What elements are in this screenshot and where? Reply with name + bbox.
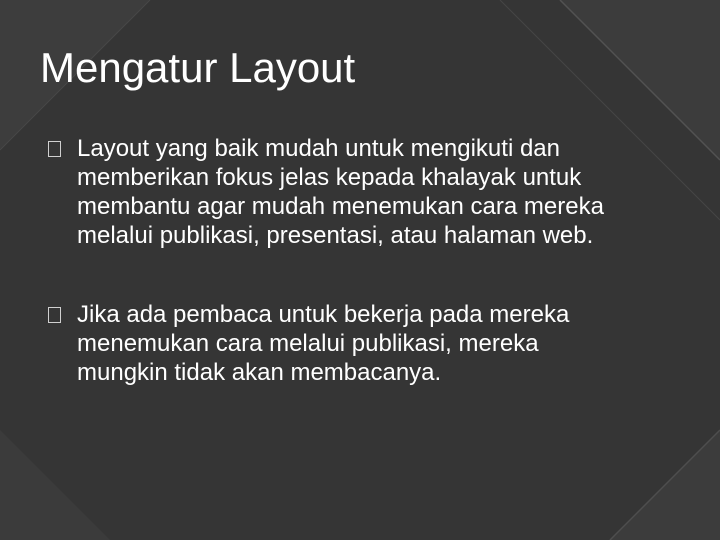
bullet-text: Layout yang baik mudah untuk mengikuti dan memberikan fokus jelas kepada khalayak untuk membantu agar mudah menemukan cara mereka melalui publikasi, presentasi, atau halaman web. bbox=[77, 135, 604, 249]
square-bullet-icon bbox=[48, 141, 61, 157]
bullet-item bbox=[48, 300, 628, 387]
bullet-text: Jika ada pembaca untuk bekerja pada mereka menemukan cara melalui publikasi, mereka mungkin tidak akan membacanya. bbox=[77, 301, 570, 386]
square-bullet-icon bbox=[48, 307, 61, 323]
slide-title: Mengatur Layout bbox=[40, 44, 356, 91]
bullet-list bbox=[48, 134, 628, 437]
bullet-item bbox=[48, 134, 628, 250]
